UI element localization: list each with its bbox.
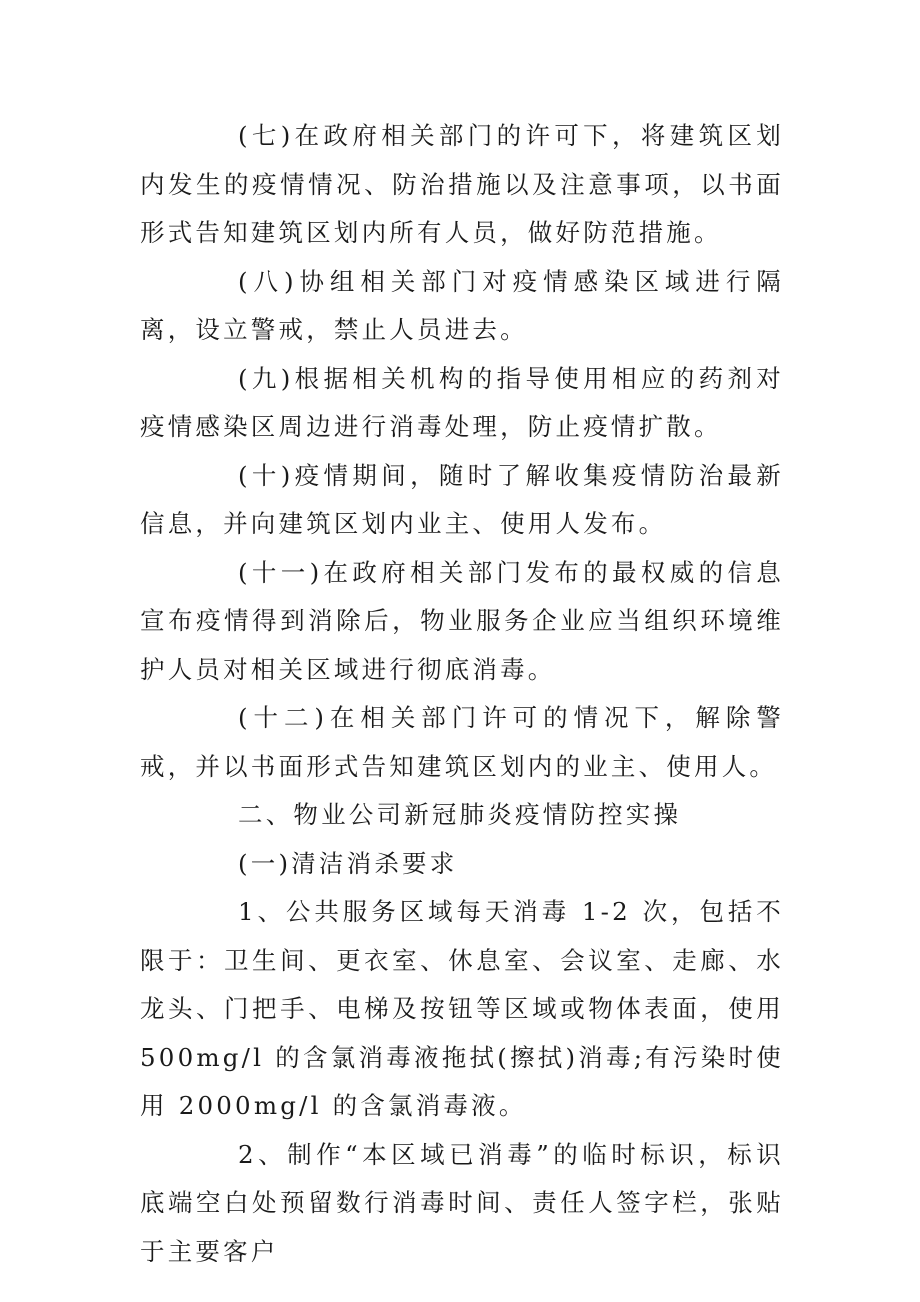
document-body — [140, 112, 784, 1276]
paragraph-7: (七)在政府相关部门的许可下，将建筑区划内发生的疫情情况、防治措施以及注意事项，以书面形式告知建筑区划内所有人员，做好防范措施。 — [140, 121, 784, 247]
section-heading-2: 二、物业公司新冠肺炎疫情防控实操 — [238, 800, 682, 829]
subsection-heading-1: (一)清洁消杀要求 — [238, 848, 458, 878]
paragraph-10: (十)疫情期间，随时了解收集疫情防治最新信息，并向建筑区划内业主、使用人发布。 — [140, 460, 784, 538]
item-2: 2、制作“本区域已消毒”的临时标识，标识底端空白处预留数行消毒时间、责任人签字栏，张贴于主要客户 — [140, 1139, 784, 1266]
paragraph-12: (十二)在相关部门许可的情况下，解除警戒，并以书面形式告知建筑区划内的业主、使用人。 — [140, 703, 784, 781]
item-1: 1、公共服务区域每天消毒 1-2 次，包括不限于：卫生间、更衣室、休息室、会议室、走廊、水龙头、门把手、电梯及按钮等区域或物体表面，使用 500mg/l 的含氯消毒液拖拭(擦拭)消毒;有污染时使用 2000mg/l 的含氯消毒液。 — [140, 897, 784, 1120]
paragraph-9: (九)根据相关机构的指导使用相应的药剂对疫情感染区周边进行消毒处理，防止疫情扩散。 — [140, 363, 784, 441]
paragraph-11: (十一)在政府相关部门发布的最权威的信息宣布疫情得到消除后，物业服务企业应当组织环境维护人员对相关区域进行彻底消毒。 — [140, 557, 784, 684]
paragraph-8: (八)协组相关部门对疫情感染区域进行隔离，设立警戒，禁止人员进去。 — [140, 266, 784, 344]
